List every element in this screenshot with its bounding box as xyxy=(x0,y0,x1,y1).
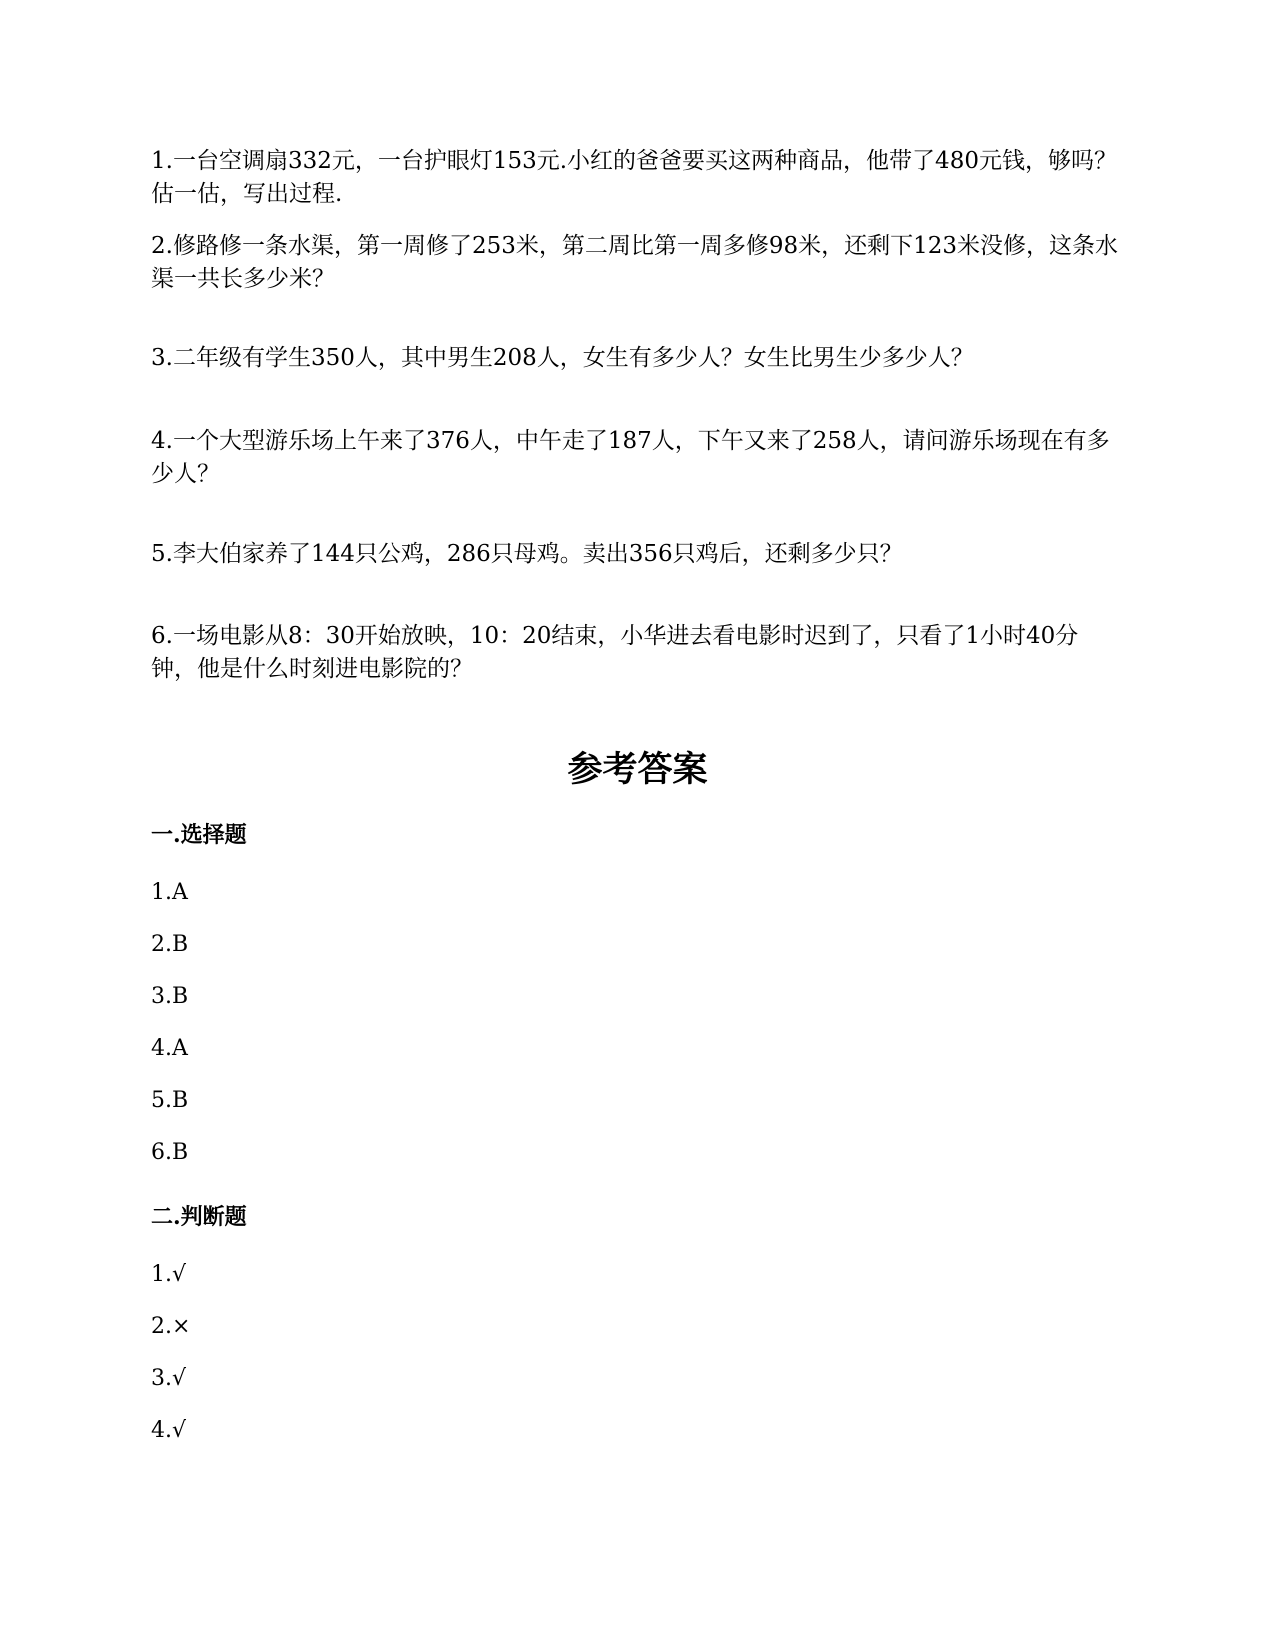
answer-item: 1.A xyxy=(151,880,188,905)
answer-title: 参考答案 xyxy=(567,749,708,790)
problem-5: 5.李大伯家养了144只公鸡，286只母鸡。卖出356只鸡后，还剩多少只？ xyxy=(151,541,903,567)
answer-item: 4.√ xyxy=(151,1418,187,1443)
problem-3: 3.二年级有学生350人，其中男生208人，女生有多少人？女生比男生少多少人？ xyxy=(151,345,974,371)
answer-item: 3.√ xyxy=(151,1366,187,1391)
problem-2: 2.修路修一条水渠，第一周修了253米，第二周比第一周多修98米，还剩下123米没修，这条水渠一共长多少米？ xyxy=(151,233,1119,292)
problem-4: 4.一个大型游乐场上午来了376人，中午走了187人，下午又来了258人，请问游乐场现在有多少人？ xyxy=(151,428,1110,487)
answer-item: 1.√ xyxy=(151,1262,187,1287)
section-heading-judgment: 二.判断题 xyxy=(151,1204,247,1230)
answer-item: 2.B xyxy=(151,932,189,957)
problem-1: 1.一台空调扇332元，一台护眼灯153元.小红的爸爸要买这两种商品，他带了480元钱，够吗？估一估，写出过程. xyxy=(151,148,1117,207)
answer-item: 3.B xyxy=(151,984,189,1009)
section-heading-choice: 一.选择题 xyxy=(151,822,247,848)
answer-item: 5.B xyxy=(151,1088,189,1113)
problem-6: 6.一场电影从8：30开始放映，10：20结束，小华进去看电影时迟到了，只看了1小时40分钟，他是什么时刻进电影院的？ xyxy=(151,623,1079,682)
answer-item: 4.A xyxy=(151,1036,188,1061)
answer-item: 6.B xyxy=(151,1140,189,1165)
answer-item: 2.× xyxy=(151,1314,191,1339)
